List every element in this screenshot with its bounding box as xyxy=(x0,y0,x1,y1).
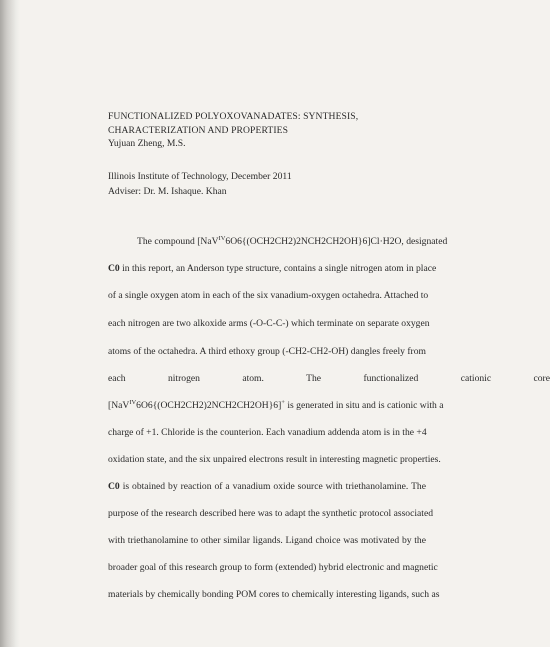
abstract-line: purpose of the research described here was to adapt the synthetic protocol associated xyxy=(108,508,433,519)
abstract-line: broader goal of this research group to form (extended) hybrid electronic and magnetic xyxy=(108,562,438,573)
abstract-line: charge of +1. Chloride is the counterion. Each vanadium addenda atom is in the +4 xyxy=(108,427,427,438)
abstract-line: each nitrogen are two alkoxide arms (-O-C-C-) which terminate on separate oxygen xyxy=(108,318,430,329)
compound-label: C0 xyxy=(108,481,120,492)
abstract-line: The compound [NaV$^{IV}$6O6{(OCH2CH2)2NCH2CH2OH}6]Cl·H2O, designated xyxy=(137,234,448,247)
document-title xyxy=(108,110,448,137)
abstract-line: each nitrogen atom. The functionalized cationic core xyxy=(108,373,550,384)
abstract-line: materials by chemically bonding POM cores to chemically interesting ligands, such as xyxy=(108,589,440,600)
abstract-line: with triethanolamine to other similar ligands. Ligand choice was motivated by the xyxy=(108,535,426,546)
abstract-line: of a single oxygen atom in each of the six vanadium-oxygen octahedra. Attached to xyxy=(108,290,429,301)
advisor-line: Adviser: Dr. M. Ishaque. Khan xyxy=(108,186,227,197)
title-line-2: CHARACTERIZATION AND PROPERTIES xyxy=(108,124,289,136)
abstract-line: oxidation state, and the six unpaired electrons result in interesting magnetic properties. xyxy=(108,454,441,465)
abstract-line: [NaV$^{IV}$6O6{(OCH2CH2)2NCH2CH2OH}6]+ is generated in situ and is cationic with a xyxy=(108,398,444,411)
abstract-line: C0 is obtained by reaction of a vanadium oxide source with triethanolamine. The xyxy=(108,481,426,492)
abstract-line: atoms of the octahedra. A third ethoxy group (-CH2-CH2-OH) dangles freely from xyxy=(108,346,426,357)
compound-label: C0 xyxy=(108,263,120,274)
title-line-1: FUNCTIONALIZED POLYOXOVANADATES: SYNTHESIS, xyxy=(108,111,359,122)
author-name: Yujuan Zheng, M.S. xyxy=(108,138,186,149)
institution-date: Illinois Institute of Technology, December 2011 xyxy=(108,171,292,182)
abstract-line: C0 in this report, an Anderson type structure, contains a single nitrogen atom in place xyxy=(108,263,437,274)
